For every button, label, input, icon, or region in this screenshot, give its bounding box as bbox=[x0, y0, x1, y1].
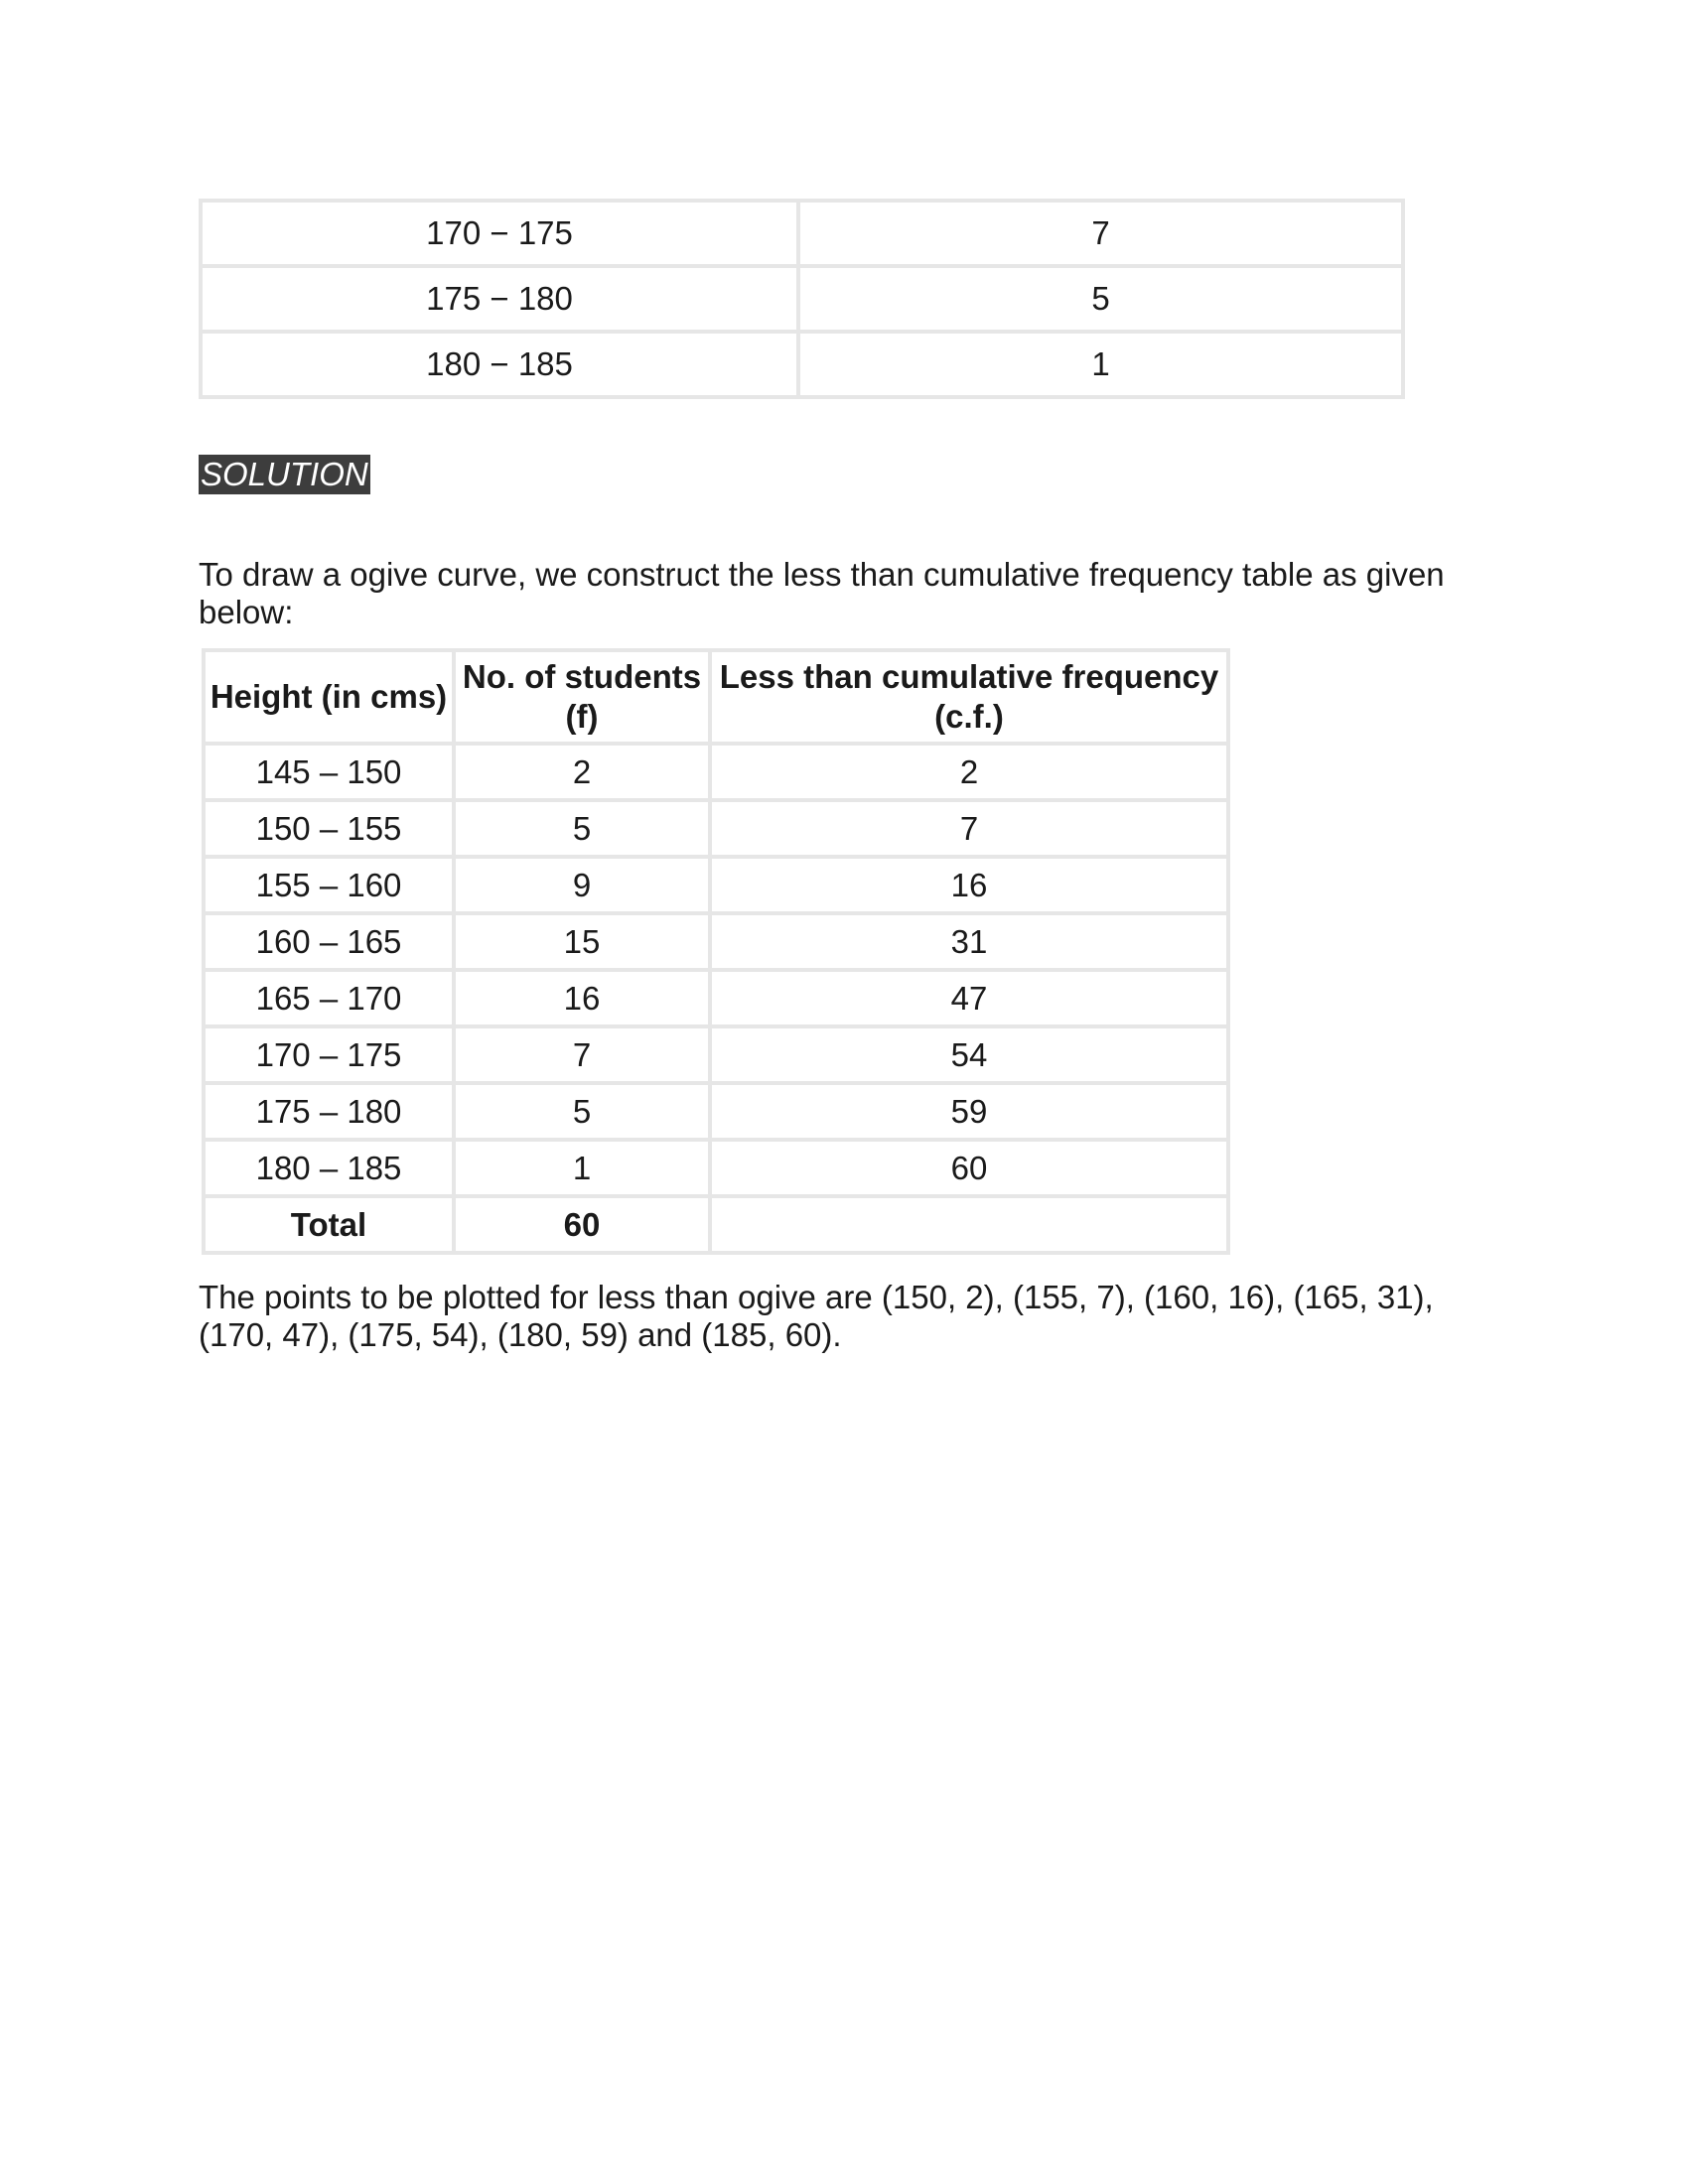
cumulative-cell: 47 bbox=[710, 970, 1228, 1026]
table-cell: 175 − 180 bbox=[201, 266, 798, 332]
table-row bbox=[204, 800, 1228, 857]
cumulative-cell: 60 bbox=[710, 1140, 1228, 1196]
table-cell: 7 bbox=[798, 201, 1403, 266]
total-row bbox=[204, 1196, 1228, 1253]
table-cell: 1 bbox=[798, 332, 1403, 397]
height-cell: 180 – 185 bbox=[204, 1140, 454, 1196]
table-row bbox=[201, 201, 1403, 266]
table-row bbox=[204, 1026, 1228, 1083]
cumulative-cell: 2 bbox=[710, 744, 1228, 800]
frequency-cell: 1 bbox=[454, 1140, 710, 1196]
column-header-students: No. of students (f) bbox=[454, 650, 710, 744]
frequency-cell: 9 bbox=[454, 857, 710, 913]
cumulative-cell: 16 bbox=[710, 857, 1228, 913]
continuation-table bbox=[199, 199, 1405, 399]
table-cell: 180 − 185 bbox=[201, 332, 798, 397]
frequency-cell: 2 bbox=[454, 744, 710, 800]
frequency-cell: 16 bbox=[454, 970, 710, 1026]
cumulative-cell: 59 bbox=[710, 1083, 1228, 1140]
height-cell: 145 – 150 bbox=[204, 744, 454, 800]
frequency-cell: 15 bbox=[454, 913, 710, 970]
total-empty-cell bbox=[710, 1196, 1228, 1253]
cumulative-cell: 7 bbox=[710, 800, 1228, 857]
table-row bbox=[201, 266, 1403, 332]
table-row bbox=[204, 744, 1228, 800]
table-row bbox=[204, 913, 1228, 970]
cumulative-cell: 54 bbox=[710, 1026, 1228, 1083]
total-value: 60 bbox=[454, 1196, 710, 1253]
intro-paragraph: To draw a ogive curve, we construct the less than cumulative frequency table as given below: bbox=[199, 556, 1445, 630]
column-header-cumulative: Less than cumulative frequency (c.f.) bbox=[710, 650, 1228, 744]
table-row bbox=[204, 970, 1228, 1026]
table-row bbox=[201, 332, 1403, 397]
height-cell: 160 – 165 bbox=[204, 913, 454, 970]
table-row bbox=[204, 1083, 1228, 1140]
table-cell: 5 bbox=[798, 266, 1403, 332]
total-label: Total bbox=[204, 1196, 454, 1253]
height-cell: 170 – 175 bbox=[204, 1026, 454, 1083]
column-header-height: Height (in cms) bbox=[204, 650, 454, 744]
frequency-cell: 7 bbox=[454, 1026, 710, 1083]
points-paragraph: The points to be plotted for less than ogive are (150, 2), (155, 7), (160, 16), (165, 31), (170, 47), (175, 54), (180, 59) and (185, 60). bbox=[199, 1279, 1434, 1353]
table-header-row bbox=[204, 650, 1228, 744]
height-cell: 155 – 160 bbox=[204, 857, 454, 913]
table-row bbox=[204, 857, 1228, 913]
solution-heading: SOLUTION bbox=[201, 456, 368, 492]
cumulative-cell: 31 bbox=[710, 913, 1228, 970]
frequency-cell: 5 bbox=[454, 1083, 710, 1140]
table-row bbox=[204, 1140, 1228, 1196]
table-cell: 170 − 175 bbox=[201, 201, 798, 266]
height-cell: 165 – 170 bbox=[204, 970, 454, 1026]
height-cell: 175 – 180 bbox=[204, 1083, 454, 1140]
frequency-cell: 5 bbox=[454, 800, 710, 857]
height-cell: 150 – 155 bbox=[204, 800, 454, 857]
cumulative-frequency-table bbox=[202, 648, 1230, 1255]
